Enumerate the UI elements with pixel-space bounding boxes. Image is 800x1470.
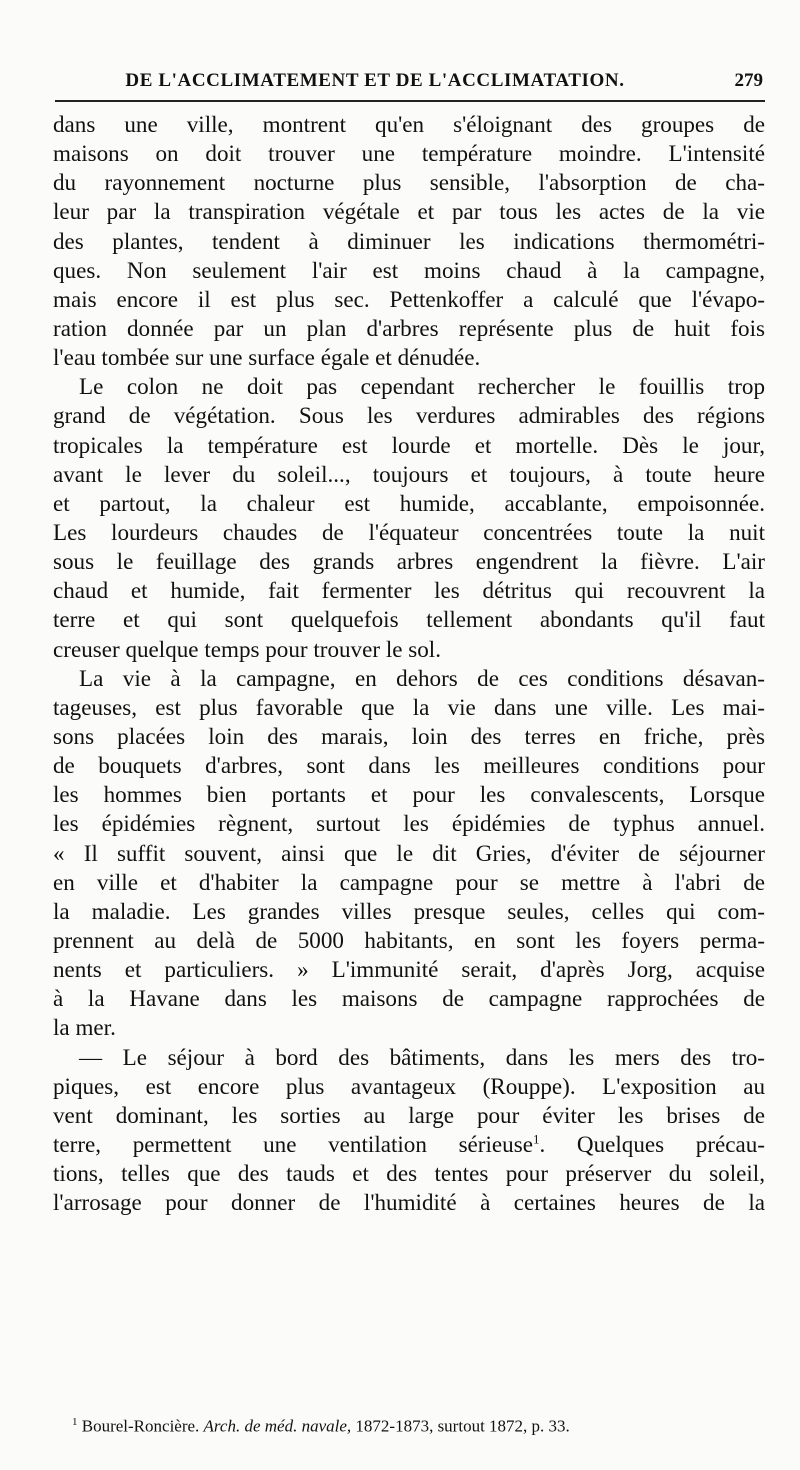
text-line: de bouquets d'arbres, sont dans les meilleures conditions pour — [53, 752, 765, 779]
text-line: du rayonnement nocturne plus sensible, l'absorption de cha- — [53, 169, 765, 196]
text-line: La vie à la campagne, en dehors de ces conditions désavan- — [79, 664, 765, 691]
text-line: Les lourdeurs chaudes de l'équateur concentrées toute la nuit — [53, 518, 765, 545]
text-line: ration donnée par un plan d'arbres représente plus de huit fois — [53, 314, 765, 341]
text-line: tions, telles que des tauds et des tentes pour préserver du soleil, — [53, 1160, 765, 1187]
footnote-journal: Arch. de méd. navale, — [203, 1416, 352, 1436]
text-line: chaud et humide, fait fermenter les détritus qui recouvrent la — [53, 577, 765, 604]
footnote — [72, 1416, 765, 1437]
text-line: l'arrosage pour donner de l'humidité à certaines heures de la — [53, 1189, 765, 1216]
text-line — [53, 1130, 765, 1159]
text-fragment: . Quelques précau- — [539, 1130, 765, 1157]
footnote-reference: 1 — [532, 1131, 540, 1147]
text-line: et partout, la chaleur est humide, accablante, empoisonnée. — [53, 489, 765, 516]
text-line: ques. Non seulement l'air est moins chaud à la campagne, — [53, 256, 765, 283]
text-line: grand de végétation. Sous les verdures admirables des régions — [53, 402, 765, 429]
footnote-marker: 1 — [72, 1416, 78, 1428]
footnote-details: 1872-1873, surtout 1872, p. 33. — [355, 1416, 570, 1436]
text-line: les épidémies règnent, surtout les épidémies de typhus annuel. — [53, 810, 765, 837]
text-line: la maladie. Les grandes villes presque seules, celles qui com- — [53, 897, 765, 924]
text-line: terre et qui sont quelquefois tellement abondants qu'il faut — [53, 606, 765, 633]
text-line: piques, est encore plus avantageux (Rouppe). L'exposition au — [53, 1072, 765, 1099]
text-line: des plantes, tendent à diminuer les indications thermométri- — [53, 227, 765, 254]
text-line: vent dominant, les sorties au large pour éviter les brises de — [53, 1101, 765, 1128]
text-line: l'eau tombée sur une surface égale et dénudée. — [53, 344, 481, 371]
text-line: maisons on doit trouver une température moindre. L'intensité — [53, 140, 765, 167]
text-line: prennent au delà de 5000 habitants, en sont les foyers perma- — [53, 926, 765, 953]
footnote-author: Bourel-Roncière. — [81, 1416, 200, 1436]
text-line: « Il suffit souvent, ainsi que le dit Gries, d'éviter de séjourner — [53, 839, 765, 866]
text-line: mais encore il est plus sec. Pettenkoffer a calculé que l'évapo- — [53, 285, 765, 312]
text-line: Le colon ne doit pas cependant rechercher le fouillis trop — [79, 373, 765, 400]
text-line: leur par la transpiration végétale et par tous les actes de la vie — [53, 198, 765, 225]
text-line: les hommes bien portants et pour les convalescents, Lorsque — [53, 781, 765, 808]
text-fragment: terre, permettent une ventilation sérieuse — [53, 1130, 533, 1157]
text-line: à la Havane dans les maisons de campagne rapprochées de — [53, 985, 765, 1012]
text-line: creuser quelque temps pour trouver le sol. — [53, 635, 441, 662]
running-header — [55, 64, 765, 102]
text-line: tageuses, est plus favorable que la vie dans une ville. Les mai- — [53, 693, 765, 720]
text-line: avant le lever du soleil..., toujours et toujours, à toute heure — [53, 460, 765, 487]
text-line: en ville et d'habiter la campagne pour se mettre à l'abri de — [53, 868, 765, 895]
text-line: dans une ville, montrent qu'en s'éloignant des groupes de — [53, 111, 765, 137]
text-line: la mer. — [53, 1014, 116, 1041]
text-line: sons placées loin des marais, loin des terres en friche, près — [53, 722, 765, 749]
running-title: DE L'ACCLIMATEMENT ET DE L'ACCLIMATATION. — [125, 70, 625, 91]
body-text — [53, 110, 765, 1217]
text-line: nents et particuliers. » L'immunité serait, d'après Jorg, acquise — [53, 956, 765, 983]
page-number: 279 — [734, 70, 763, 91]
text-line: tropicales la température est lourde et mortelle. Dès le jour, — [53, 431, 765, 458]
text-line: — Le séjour à bord des bâtiments, dans les mers des tro- — [79, 1043, 765, 1070]
text-line: sous le feuillage des grands arbres engendrent la fièvre. L'air — [53, 548, 765, 575]
